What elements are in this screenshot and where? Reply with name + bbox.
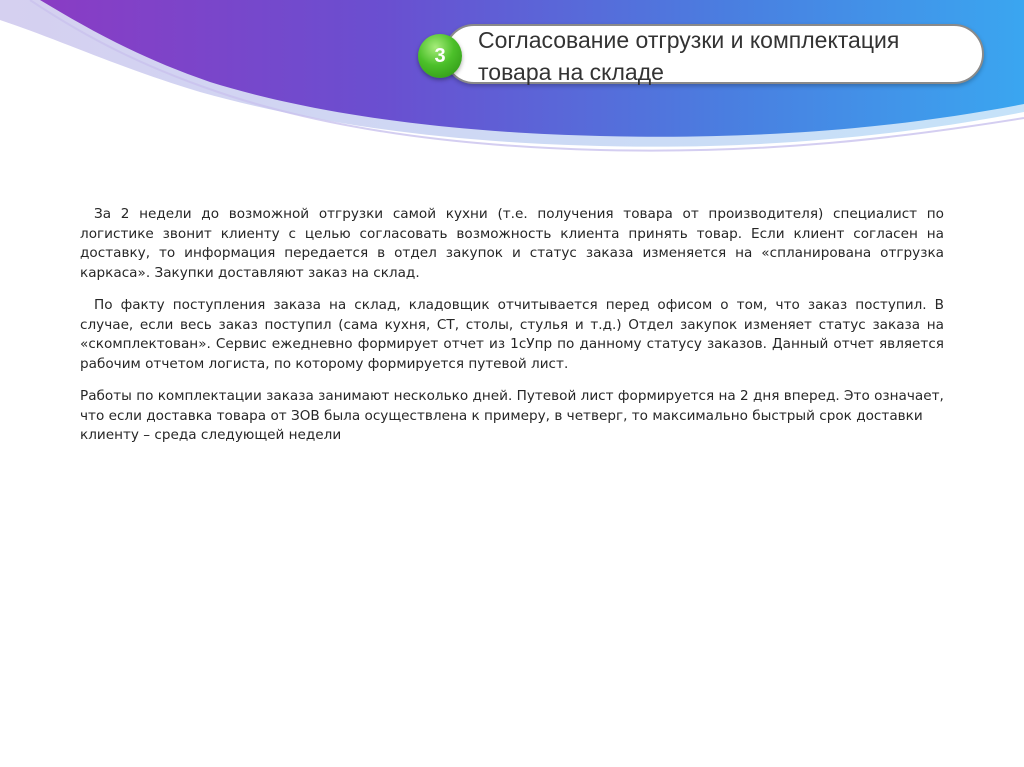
slide-number-badge: 3 [418, 34, 462, 78]
paragraph-warehouse-arrival: По факту поступления заказа на склад, кладовщик отчитывается перед офисом о том, что заказ поступил. В случае, если весь заказ поступил (сама кухня, СТ, столы, стулья и т.д.) Отдел закупок изменяет статус заказа на «скомплектован». Сервис ежедневно формирует отчет из 1сУпр по данному статусу заказов. Данный отчет является рабочим отчетом логиста, по которому формируется путевой лист. [80, 297, 944, 372]
paragraph-delivery-agreement: За 2 недели до возможной отгрузки самой кухни (т.е. получения товара от производителя) специалист по логистике звонит клиенту с целью согласовать возможность клиента принять товар. Если клиент согласен на доставку, то информация передается в отдел закупок и статус заказа изменяется на «спланирована отгрузка каркаса». Закупки доставляют заказ на склад. [80, 206, 944, 281]
body-text [80, 205, 944, 459]
paragraph-assembly-timing: Работы по комплектации заказа занимают несколько дней. Путевой лист формируется на 2 дня вперед. Это означает, что если доставка товара от ЗОВ была осуществлена к примеру, в четверг, то максимально быстрый срок доставки клиенту – среда следующей недели [80, 388, 944, 443]
slide-title: Согласование отгрузки и комплектация товара на складе [478, 27, 900, 85]
